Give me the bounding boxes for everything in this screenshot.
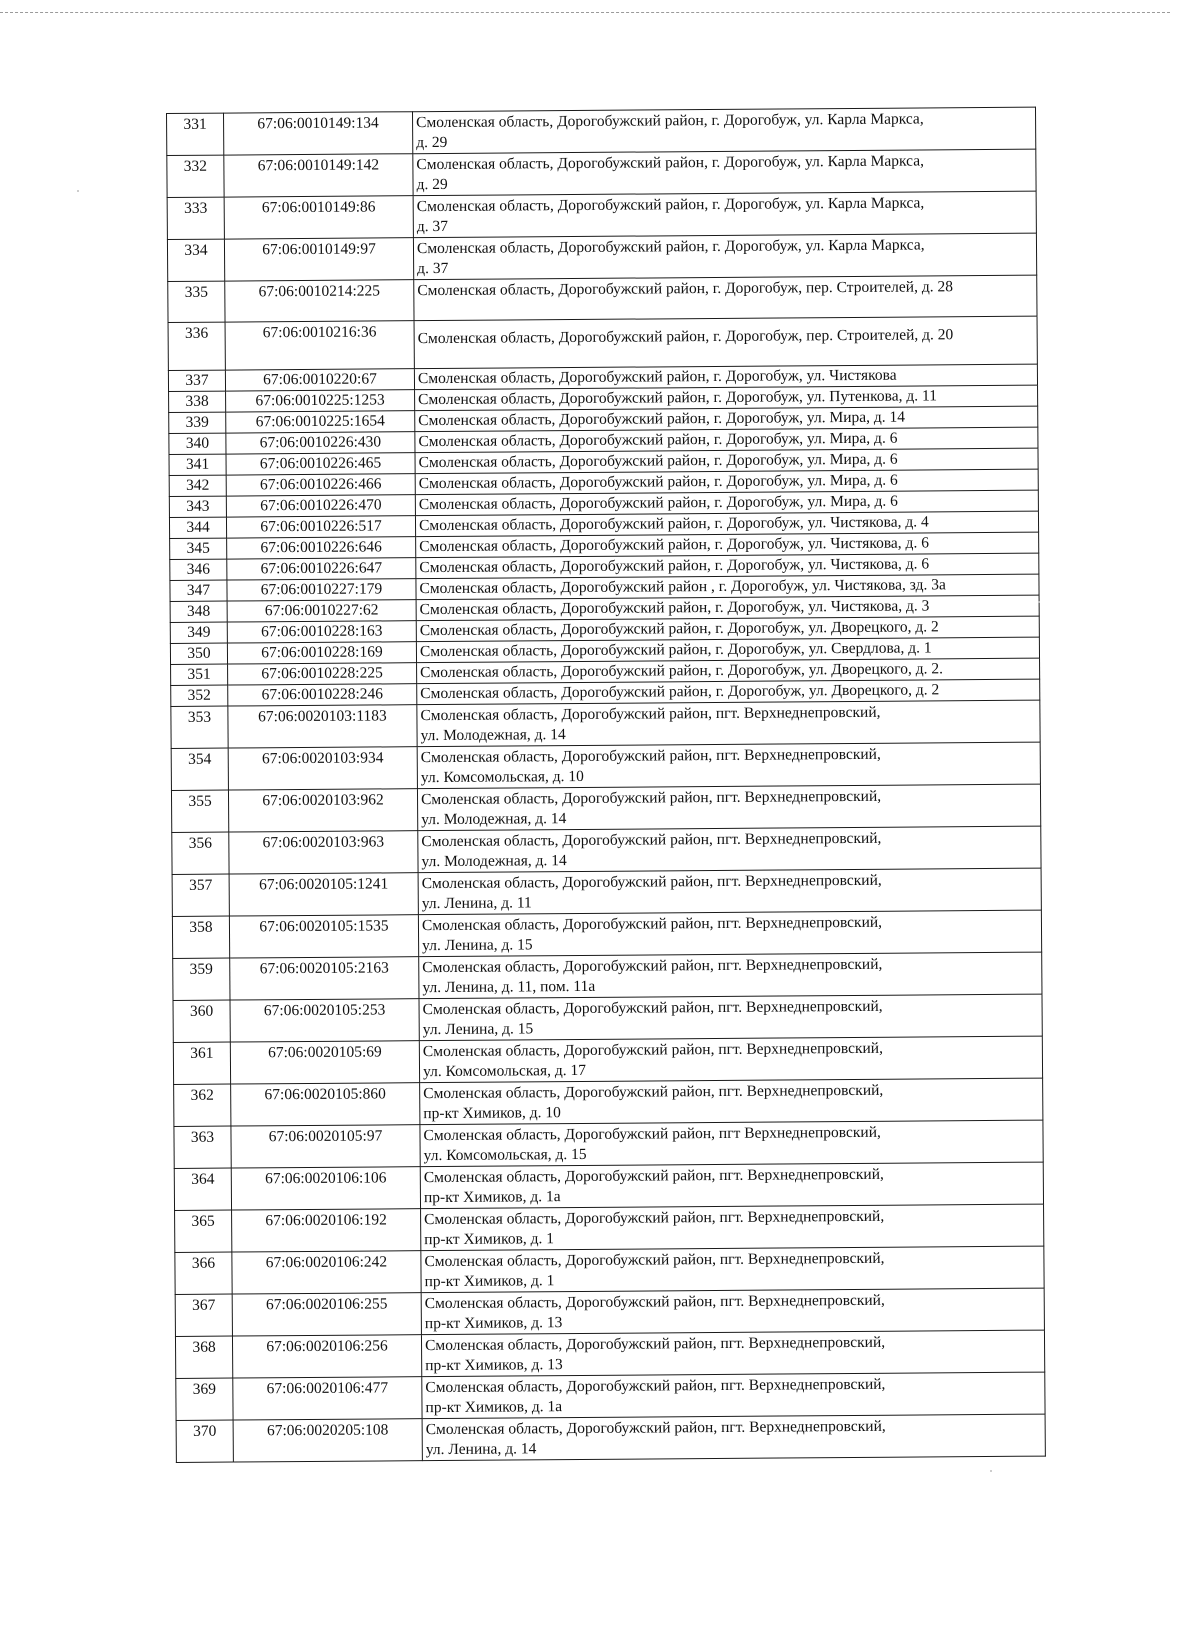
- row-number: 350: [170, 643, 227, 664]
- address-cell: Смоленская область, Дорогобужский район, г. Дорогобуж, ул. Дворецкого, д. 2: [417, 679, 1040, 705]
- address-cell: Смоленская область, Дорогобужский район, г. Дорогобуж, пер. Строителей, д. 20: [414, 316, 1037, 369]
- address-cell: Смоленская область, Дорогобужский район, пгт Верхнеднепровский, ул. Комсомольская, д. 15: [420, 1120, 1043, 1167]
- row-number: 351: [171, 664, 228, 685]
- address-cell: Смоленская область, Дорогобужский район, г. Дорогобуж, ул. Чистякова, д. 4: [415, 511, 1038, 537]
- cadastral-number: 67:06:0010214:225: [225, 280, 414, 322]
- row-number: 367: [175, 1294, 232, 1336]
- address-cell: Смоленская область, Дорогобужский район, пгт. Верхнеднепровский, ул. Ленина, д. 11, пом. 11а: [419, 952, 1042, 999]
- row-number: 337: [168, 370, 225, 391]
- address-cell: Смоленская область, Дорогобужский район, пгт. Верхнеднепровский, пр-кт Химиков, д. 10: [420, 1078, 1043, 1125]
- address-cell: Смоленская область, Дорогобужский район, пгт. Верхнеднепровский, пр-кт Химиков, д. 1: [421, 1246, 1044, 1293]
- row-number: 336: [168, 322, 225, 370]
- address-cell: Смоленская область, Дорогобужский район , г. Дорогобуж, ул. Чистякова, зд. 3а: [416, 574, 1039, 600]
- table-row: [173, 1036, 1042, 1084]
- table-row: [171, 742, 1040, 790]
- address-cell: Смоленская область, Дорогобужский район, г. Дорогобуж, ул. Чистякова, д. 3: [416, 595, 1039, 621]
- cadastral-number: 67:06:0010226:646: [227, 537, 416, 559]
- cadastral-number: 67:06:0020106:106: [231, 1167, 420, 1210]
- address-cell: Смоленская область, Дорогобужский район, пгт. Верхнеднепровский, ул. Ленина, д. 14: [422, 1414, 1045, 1461]
- registry-body: [167, 107, 1046, 1462]
- cadastral-number: 67:06:0010227:62: [227, 600, 416, 622]
- table-row: [171, 784, 1040, 832]
- cadastral-registry-table: [166, 107, 1046, 1463]
- address-cell: Смоленская область, Дорогобужский район, пгт. Верхнеднепровский, ул. Комсомольская, д. 17: [419, 1036, 1042, 1083]
- address-cell: Смоленская область, Дорогобужский район, пгт. Верхнеднепровский, пр-кт Химиков, д. 13: [421, 1330, 1044, 1377]
- cadastral-number: 67:06:0010228:163: [227, 621, 416, 643]
- address-cell: Смоленская область, Дорогобужский район, г. Дорогобуж, ул. Дворецкого, д. 2: [416, 616, 1039, 642]
- cadastral-number: 67:06:0010226:466: [226, 474, 415, 496]
- row-number: 339: [169, 412, 226, 433]
- address-cell: Смоленская область, Дорогобужский район, г. Дорогобуж, ул. Карла Маркса, д. 37: [413, 233, 1036, 280]
- cadastral-number: 67:06:0020103:962: [228, 789, 417, 832]
- cadastral-number: 67:06:0020106:192: [232, 1209, 421, 1252]
- table-row: [168, 316, 1037, 370]
- cadastral-number: 67:06:0020103:934: [228, 747, 417, 790]
- table-row: [172, 826, 1041, 874]
- address-cell: Смоленская область, Дорогобужский район, г. Дорогобуж, ул. Мира, д. 6: [415, 469, 1038, 495]
- address-cell: Смоленская область, Дорогобужский район, пгт. Верхнеднепровский, ул. Молодежная, д. 14: [417, 700, 1040, 747]
- table-row: [168, 275, 1037, 322]
- table-row: [167, 191, 1036, 239]
- table-row: [167, 107, 1036, 155]
- row-number: 357: [172, 874, 229, 916]
- table-row: [175, 1204, 1044, 1252]
- cadastral-number: 67:06:0010225:1253: [226, 390, 415, 412]
- row-number: 332: [167, 155, 224, 197]
- cadastral-number: 67:06:0010216:36: [225, 321, 414, 370]
- scan-speck: [1038, 601, 1040, 603]
- address-cell: Смоленская область, Дорогобужский район, пгт. Верхнеднепровский, ул. Комсомольская, д. 10: [417, 742, 1040, 789]
- document-page: [166, 107, 1045, 1463]
- table-row: [174, 1162, 1043, 1210]
- address-cell: Смоленская область, Дорогобужский район, пгт. Верхнеднепровский, пр-кт Химиков, д. 1а: [420, 1162, 1043, 1209]
- cadastral-number: 67:06:0020103:963: [229, 831, 418, 874]
- row-number: 362: [174, 1084, 231, 1126]
- scan-speck: [77, 190, 79, 192]
- cadastral-number: 67:06:0020105:2163: [230, 957, 419, 1000]
- row-number: 346: [170, 559, 227, 580]
- row-number: 361: [173, 1042, 230, 1084]
- address-cell: Смоленская область, Дорогобужский район, пгт. Верхнеднепровский, пр-кт Химиков, д. 1а: [422, 1372, 1045, 1419]
- scan-speck: [990, 1470, 992, 1472]
- cadastral-number: 67:06:0020105:69: [230, 1041, 419, 1084]
- address-cell: Смоленская область, Дорогобужский район, пгт. Верхнеднепровский, ул. Ленина, д. 15: [419, 994, 1042, 1041]
- row-number: 368: [175, 1336, 232, 1378]
- table-row: [167, 149, 1036, 197]
- table-row: [172, 910, 1041, 958]
- address-cell: Смоленская область, Дорогобужский район, г. Дорогобуж, ул. Путенкова, д. 11: [415, 385, 1038, 411]
- address-cell: Смоленская область, Дорогобужский район, г. Дорогобуж, ул. Мира, д. 6: [415, 490, 1038, 516]
- address-cell: Смоленская область, Дорогобужский район, г. Дорогобуж, ул. Чистякова, д. 6: [416, 553, 1039, 579]
- cadastral-number: 67:06:0020105:1535: [229, 915, 418, 958]
- row-number: 352: [171, 685, 228, 706]
- cadastral-number: 67:06:0020106:255: [232, 1293, 421, 1336]
- row-number: 370: [176, 1420, 233, 1462]
- address-cell: Смоленская область, Дорогобужский район, пгт. Верхнеднепровский, ул. Ленина, д. 15: [418, 910, 1041, 957]
- table-row: [172, 868, 1041, 916]
- row-number: 356: [172, 832, 229, 874]
- table-row: [175, 1246, 1044, 1294]
- address-cell: Смоленская область, Дорогобужский район, пгт. Верхнеднепровский, ул. Молодежная, д. 14: [417, 784, 1040, 831]
- table-row: [175, 1330, 1044, 1378]
- address-cell: Смоленская область, Дорогобужский район, г. Дорогобуж, ул. Чистякова, д. 6: [416, 532, 1039, 558]
- address-cell: Смоленская область, Дорогобужский район, г. Дорогобуж, ул. Карла Маркса, д. 37: [413, 191, 1036, 238]
- row-number: 345: [170, 538, 227, 559]
- cadastral-number: 67:06:0010226:465: [226, 453, 415, 475]
- row-number: 344: [169, 517, 226, 538]
- table-row: [173, 994, 1042, 1042]
- row-number: 349: [170, 622, 227, 643]
- cadastral-number: 67:06:0020106:242: [232, 1251, 421, 1294]
- cadastral-number: 67:06:0010228:225: [228, 663, 417, 685]
- row-number: 334: [167, 239, 224, 281]
- address-cell: Смоленская область, Дорогобужский район, г. Дорогобуж, ул. Карла Маркса, д. 29: [412, 107, 1035, 154]
- cadastral-number: 67:06:0010225:1654: [226, 411, 415, 433]
- row-number: 366: [175, 1252, 232, 1294]
- cadastral-number: 67:06:0010149:134: [224, 112, 413, 155]
- row-number: 354: [171, 748, 228, 790]
- cadastral-number: 67:06:0010226:647: [227, 558, 416, 580]
- table-row: [174, 1120, 1043, 1168]
- address-cell: Смоленская область, Дорогобужский район, г. Дорогобуж, ул. Мира, д. 6: [415, 427, 1038, 453]
- cadastral-number: 67:06:0010226:430: [226, 432, 415, 454]
- cadastral-number: 67:06:0020106:256: [232, 1335, 421, 1378]
- cadastral-number: 67:06:0020105:860: [231, 1083, 420, 1126]
- table-row: [173, 952, 1042, 1000]
- table-row: [176, 1372, 1045, 1420]
- row-number: 355: [171, 790, 228, 832]
- address-cell: Смоленская область, Дорогобужский район, г. Дорогобуж, ул. Свердлова, д. 1: [416, 637, 1039, 663]
- row-number: 358: [172, 916, 229, 958]
- cadastral-number: 67:06:0020106:477: [233, 1377, 422, 1420]
- row-number: 359: [173, 958, 230, 1000]
- scan-edge-line: [0, 12, 1170, 13]
- cadastral-number: 67:06:0010149:97: [224, 238, 413, 281]
- address-cell: Смоленская область, Дорогобужский район, пгт. Верхнеднепровский, пр-кт Химиков, д. 1: [421, 1204, 1044, 1251]
- address-cell: Смоленская область, Дорогобужский район, пгт. Верхнеднепровский, ул. Ленина, д. 11: [418, 868, 1041, 915]
- row-number: 335: [168, 281, 225, 322]
- row-number: 340: [169, 433, 226, 454]
- row-number: 342: [169, 475, 226, 496]
- cadastral-number: 67:06:0010228:169: [227, 642, 416, 664]
- address-cell: Смоленская область, Дорогобужский район, г. Дорогобуж, ул. Дворецкого, д. 2.: [417, 658, 1040, 684]
- address-cell: Смоленская область, Дорогобужский район, г. Дорогобуж, ул. Мира, д. 14: [415, 406, 1038, 432]
- row-number: 341: [169, 454, 226, 475]
- table-row: [174, 1078, 1043, 1126]
- row-number: 365: [175, 1210, 232, 1252]
- row-number: 333: [167, 197, 224, 239]
- cadastral-number: 67:06:0020205:108: [233, 1419, 422, 1462]
- address-cell: Смоленская область, Дорогобужский район, пгт. Верхнеднепровский, ул. Молодежная, д. 14: [418, 826, 1041, 873]
- cadastral-number: 67:06:0020105:97: [231, 1125, 420, 1168]
- row-number: 369: [176, 1378, 233, 1420]
- row-number: 338: [169, 391, 226, 412]
- row-number: 348: [170, 601, 227, 622]
- row-number: 360: [173, 1000, 230, 1042]
- cadastral-number: 67:06:0010220:67: [225, 369, 414, 391]
- address-cell: Смоленская область, Дорогобужский район, г. Дорогобуж, ул. Карла Маркса, д. 29: [413, 149, 1036, 196]
- row-number: 347: [170, 580, 227, 601]
- row-number: 363: [174, 1126, 231, 1168]
- address-cell: Смоленская область, Дорогобужский район, г. Дорогобуж, ул. Мира, д. 6: [415, 448, 1038, 474]
- table-row: [176, 1414, 1045, 1462]
- address-cell: Смоленская область, Дорогобужский район, г. Дорогобуж, пер. Строителей, д. 28: [414, 275, 1037, 321]
- cadastral-number: 67:06:0010149:142: [224, 154, 413, 197]
- cadastral-number: 67:06:0020105:1241: [229, 873, 418, 916]
- address-cell: Смоленская область, Дорогобужский район, г. Дорогобуж, ул. Чистякова: [414, 364, 1037, 390]
- cadastral-number: 67:06:0010149:86: [224, 196, 413, 239]
- cadastral-number: 67:06:0010228:246: [228, 684, 417, 706]
- cadastral-number: 67:06:0020103:1183: [228, 705, 417, 748]
- row-number: 331: [167, 113, 224, 155]
- cadastral-number: 67:06:0010227:179: [227, 579, 416, 601]
- row-number: 364: [174, 1168, 231, 1210]
- cadastral-number: 67:06:0010226:470: [226, 495, 415, 517]
- row-number: 353: [171, 706, 228, 748]
- cadastral-number: 67:06:0020105:253: [230, 999, 419, 1042]
- table-row: [171, 700, 1040, 748]
- address-cell: Смоленская область, Дорогобужский район, пгт. Верхнеднепровский, пр-кт Химиков, д. 13: [421, 1288, 1044, 1335]
- table-row: [175, 1288, 1044, 1336]
- row-number: 343: [169, 496, 226, 517]
- table-row: [167, 233, 1036, 281]
- cadastral-number: 67:06:0010226:517: [226, 516, 415, 538]
